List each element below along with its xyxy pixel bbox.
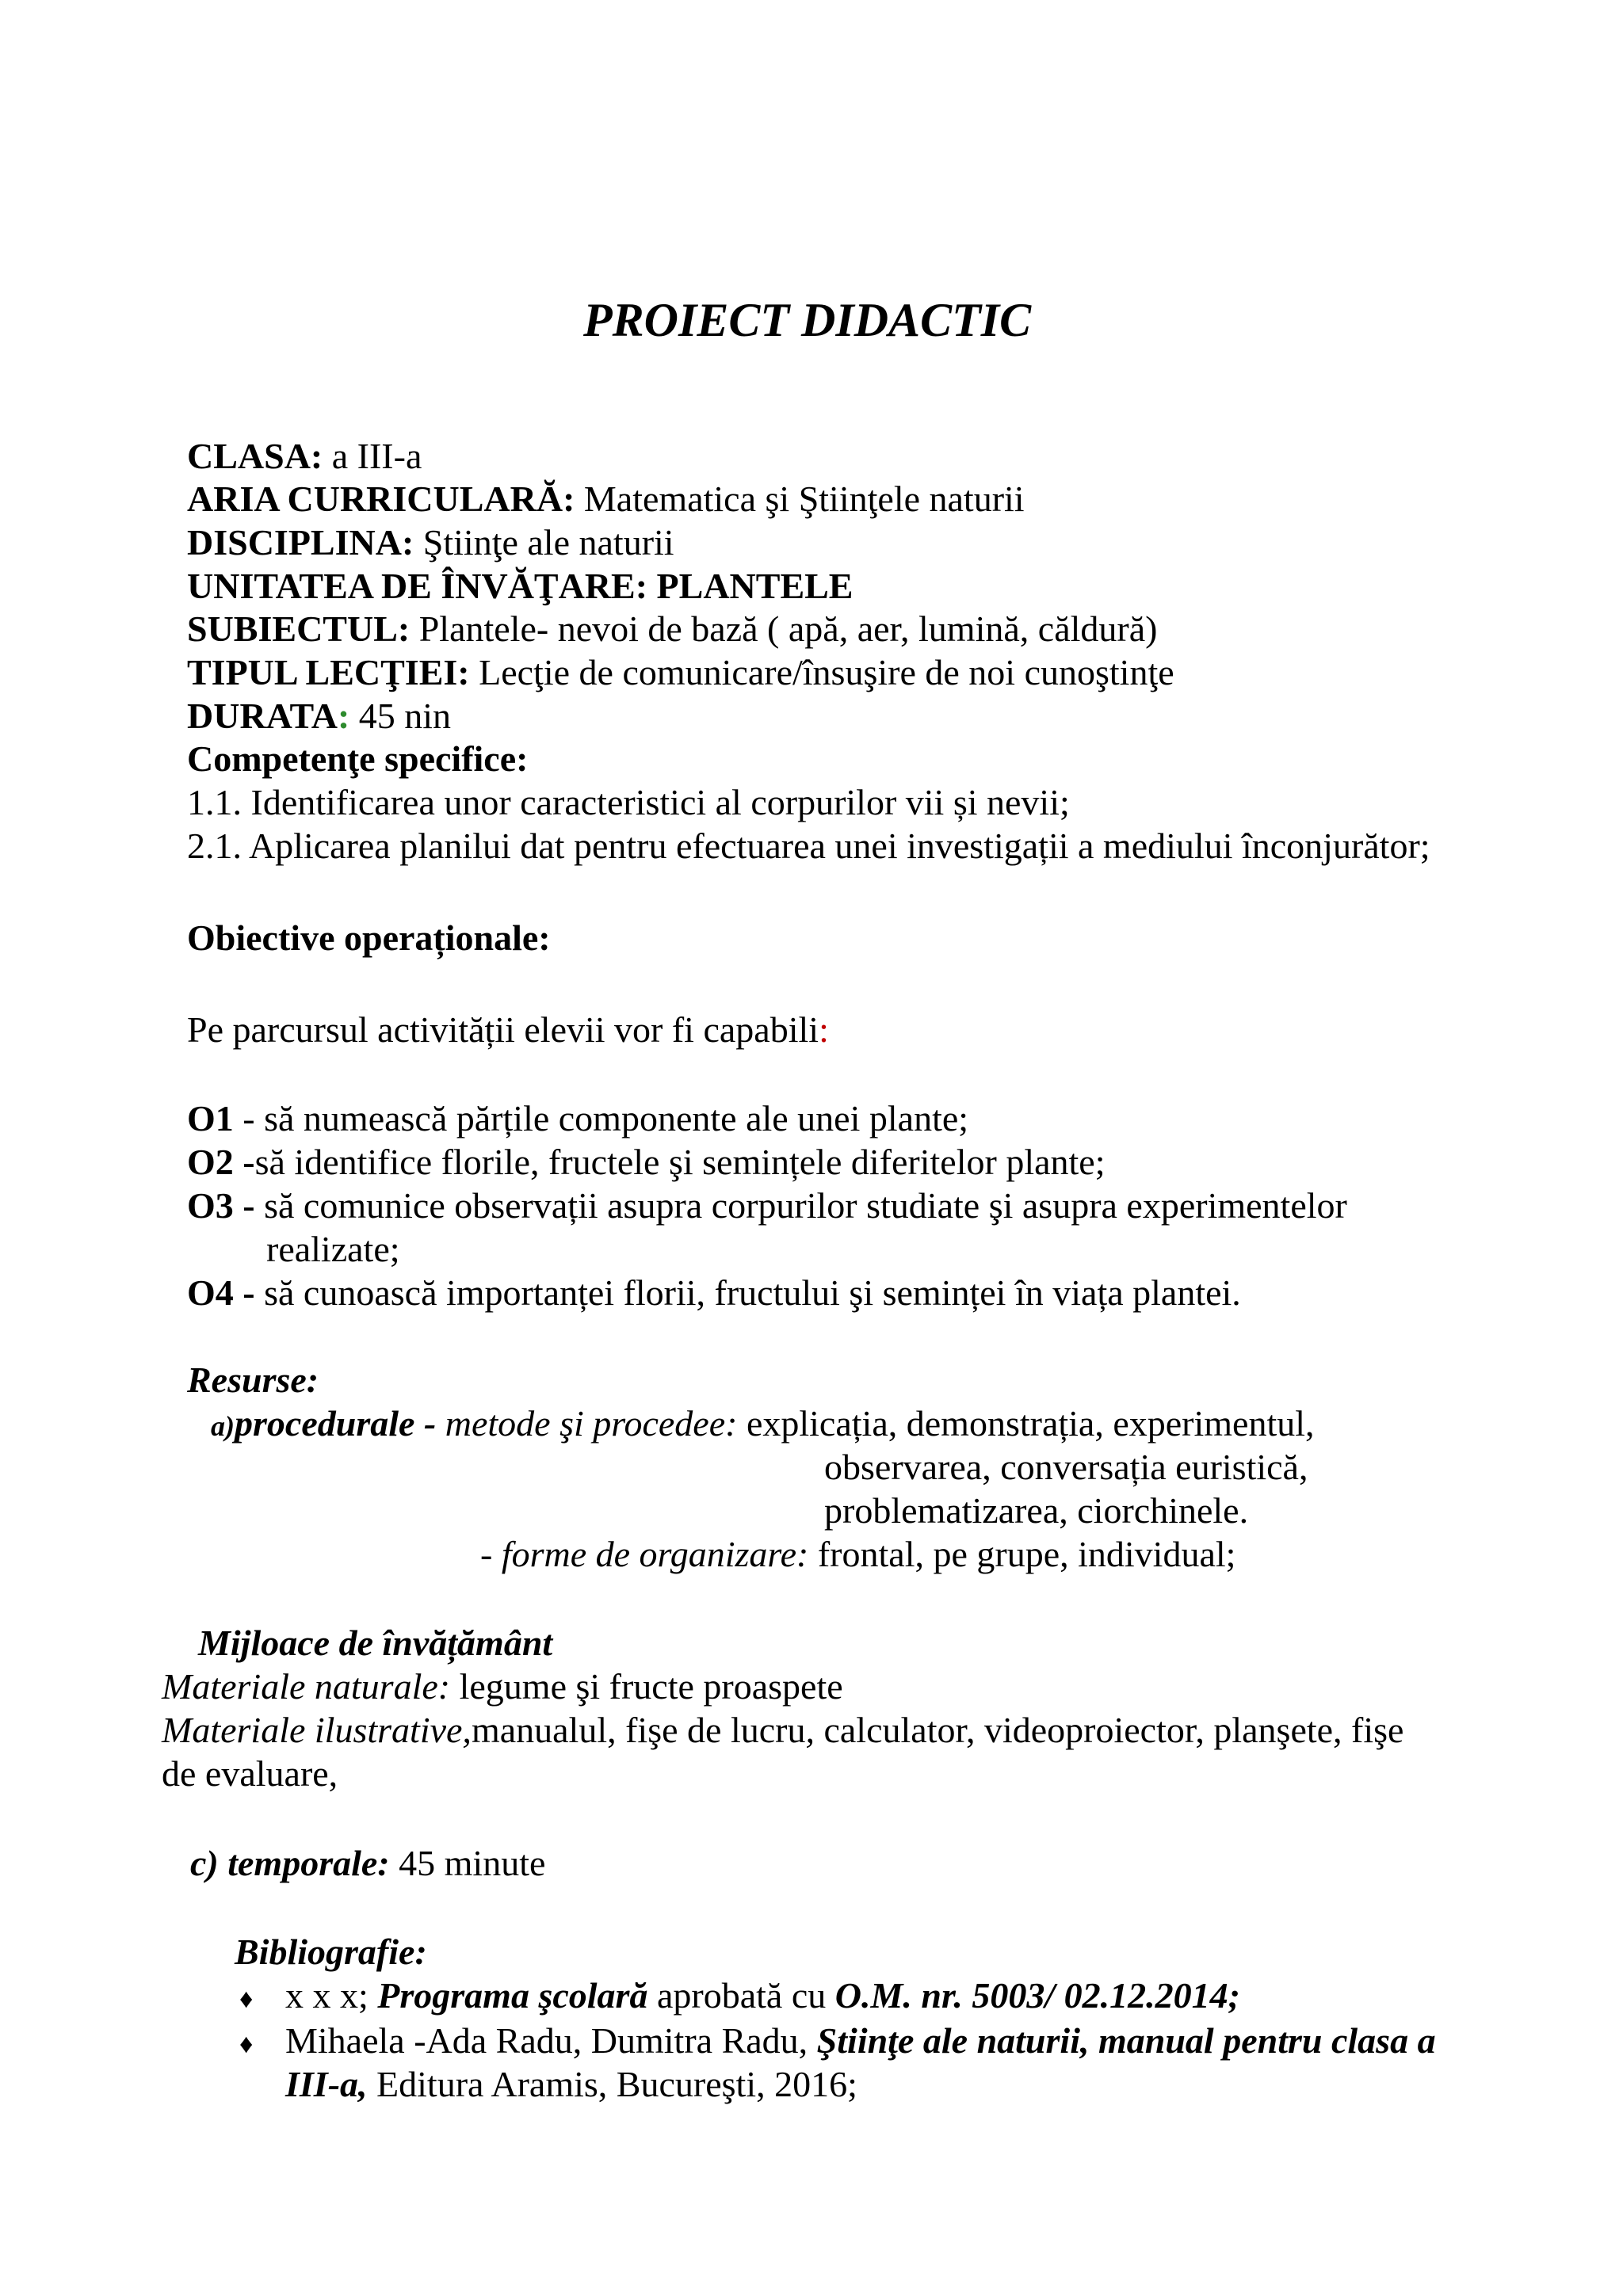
obiective-intro (187, 1008, 829, 1052)
durata-value: 45 nin (349, 696, 452, 736)
ilustrative-comma: , (805, 1710, 815, 1750)
mijloace-heading-text: Mijloace de învățământ (198, 1623, 553, 1663)
objective-code: O3 - (187, 1185, 255, 1226)
metode-continuation: observarea, conversația euristică, (824, 1447, 1308, 1487)
tipul-label: TIPUL LECŢIEI: (187, 652, 470, 692)
clasa-line (187, 434, 422, 479)
naturale-label: Materiale naturale: (162, 1666, 451, 1707)
bibliography-item-continuation (285, 2062, 857, 2107)
resurse-heading (187, 1358, 319, 1402)
objective-text: să cunoască importanței florii, fructului şi seminței în viața plantei. (254, 1272, 1241, 1313)
metode-label: metode şi procedee: (436, 1403, 738, 1444)
forme-line (480, 1532, 1235, 1577)
forme-label: - forme de organizare: (480, 1534, 809, 1574)
tipul-value: Lecţie de comunicare/însuşire de noi cunoştinţe (469, 652, 1174, 692)
metode-value: explicația, demonstrația, experimentul, (737, 1403, 1315, 1444)
objective-item (187, 1271, 1241, 1315)
bibliography-title: Ştiinţe ale naturii, manual pentru clasa a (816, 2020, 1436, 2061)
durata-label: DURATA (187, 696, 338, 736)
procedurale-line (211, 1402, 1315, 1448)
aria-label: ARIA CURRICULARĂ: (187, 479, 575, 519)
objective-text: - să numească părțile componente ale unei plante; (233, 1098, 969, 1138)
bibliography-author: Mihaela -Ada Radu, Dumitra Radu, (285, 2020, 817, 2061)
objective-item (187, 1097, 968, 1141)
clasa-label: CLASA: (187, 436, 323, 476)
obiective-intro-text: Pe parcursul activității elevii vor fi capabili (187, 1009, 819, 1050)
bibliography-author: x x x; (285, 1975, 378, 2016)
diamond-bullet-icon: ♦ (239, 2030, 254, 2059)
unitatea-line (187, 564, 854, 608)
aria-value: Matematica şi Ştiinţele naturii (575, 479, 1025, 519)
bibliografie-heading-text: Bibliografie: (235, 1932, 427, 1972)
resurse-a-marker: a) (211, 1410, 235, 1442)
competenta-item: 1.1. Identificarea unor caracteristici al corpurilor vii și nevii; (187, 782, 1070, 822)
disciplina-label: DISCIPLINA: (187, 522, 414, 563)
temporale-value: 45 minute (389, 1843, 546, 1883)
obiective-heading (187, 916, 551, 960)
bibliography-publisher: Editura Aramis, Bucureşti, 2016; (367, 2064, 857, 2104)
objective-text: să identifice florile, fructele şi semințele diferitelor plante; (254, 1142, 1106, 1182)
bibliography-title: Programa şcolară (377, 1975, 648, 2016)
competente-heading (187, 737, 528, 781)
page-title: PROIECT DIDACTIC (583, 294, 1032, 346)
ilustrative-label: Materiale ilustrative, (162, 1710, 472, 1750)
subiectul-label: SUBIECTUL: (187, 608, 411, 649)
bibliography-order: O.M. nr. 5003/ 02.12.2014; (834, 1975, 1240, 2016)
objective-item (187, 1184, 1347, 1228)
materiale-naturale-line (162, 1665, 843, 1709)
subiectul-line (187, 607, 1157, 651)
temporale-label: c) temporale: (190, 1843, 390, 1883)
objective-code: O2 - (187, 1142, 255, 1182)
materiale-ilustrative-continuation: de evaluare, (162, 1753, 338, 1794)
metode-continuation: problematizarea, ciorchinele. (824, 1490, 1249, 1531)
bibliography-text: aprobată cu (647, 1975, 835, 2016)
objective-text: să comunice observații asupra corpurilor studiate şi asupra experimentelor (254, 1185, 1347, 1226)
clasa-value: a III-a (323, 436, 422, 476)
durata-line (187, 694, 451, 738)
procedurale-label: procedurale - (235, 1403, 437, 1444)
diamond-bullet-icon: ♦ (239, 1985, 254, 2014)
bibliografie-heading (235, 1930, 427, 1974)
objective-code: O4 - (187, 1272, 255, 1313)
objective-code: O1 (187, 1098, 234, 1138)
aria-line (187, 477, 1025, 521)
bibliography-item (239, 1974, 1240, 2022)
materiale-ilustrative-line (162, 1708, 1403, 1753)
tipul-line (187, 650, 1174, 695)
subiectul-value: Plantele- nevoi de bază ( apă, aer, lumină, căldură) (410, 608, 1158, 649)
naturale-value: legume şi fructe proaspete (450, 1666, 843, 1707)
disciplina-value: Ştiinţe ale naturii (414, 522, 674, 563)
disciplina-line (187, 521, 674, 565)
bibliography-title: III-a, (285, 2064, 368, 2104)
objective-item (187, 1140, 1106, 1184)
competenta-item: 2.1. Aplicarea planilui dat pentru efectuarea unei investigații a mediului înconjurător; (187, 826, 1430, 866)
obiective-intro-colon: : (819, 1009, 829, 1050)
ilustrative-value: manualul, fişe de lucru (471, 1710, 806, 1750)
objective-item-continuation: realizate; (266, 1229, 400, 1269)
durata-colon: : (337, 696, 350, 736)
unitatea-label: UNITATEA DE ÎNVĂŢARE: PLANTELE (187, 566, 854, 606)
temporale-line (190, 1841, 545, 1886)
bibliography-item (239, 2019, 1436, 2067)
resurse-heading-text: Resurse: (187, 1360, 319, 1400)
competente-heading-text: Competenţe specifice: (187, 738, 529, 779)
mijloace-heading (198, 1621, 552, 1665)
obiective-heading-text: Obiective operaționale: (187, 917, 551, 958)
ilustrative-value: calculator, videoproiector, planşete, fişe (814, 1710, 1404, 1750)
forme-value: frontal, pe grupe, individual; (808, 1534, 1236, 1574)
